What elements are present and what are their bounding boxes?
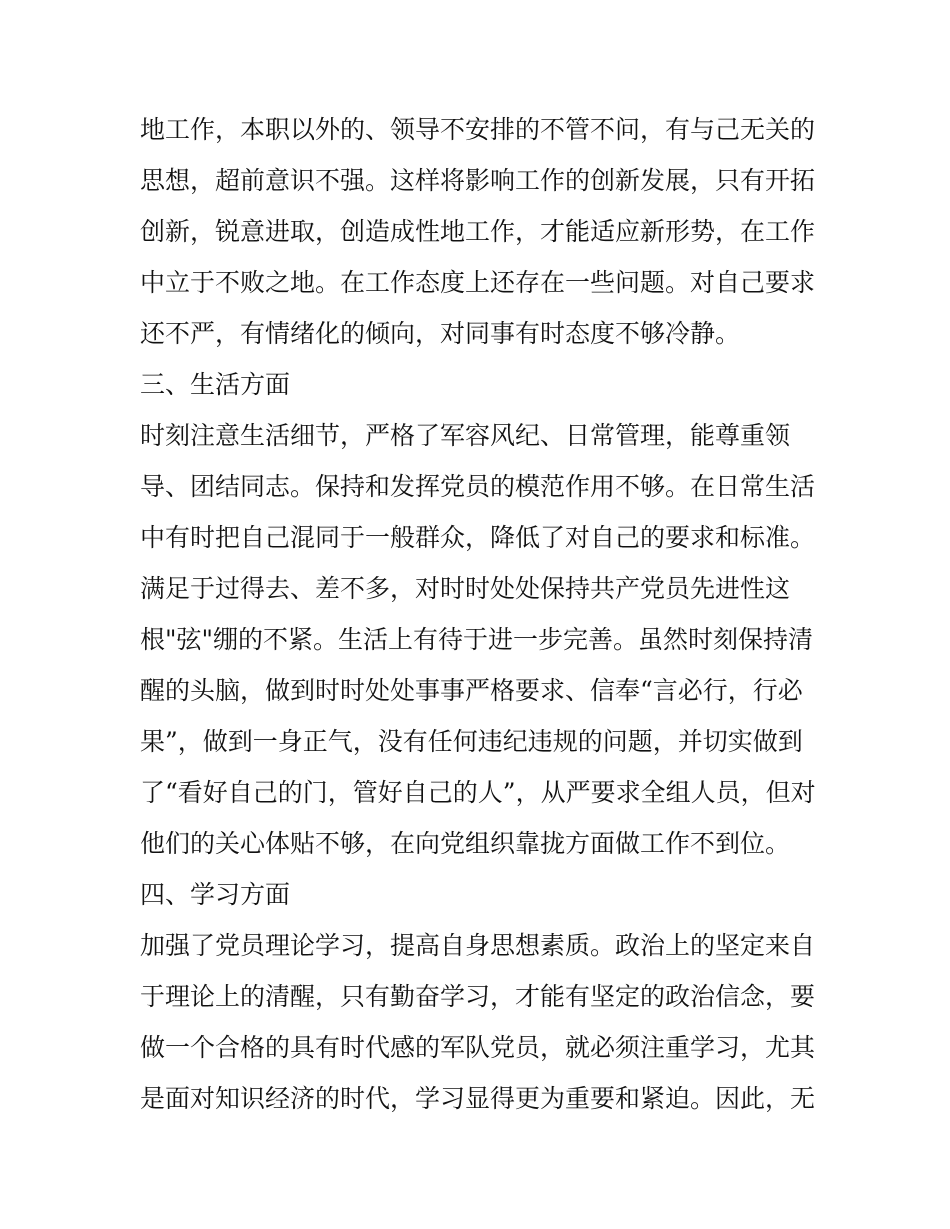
text-line: 于理论上的清醒，只有勤奋学习，才能有坚定的政治信念，要 (140, 982, 816, 1011)
text-line: 思想，超前意识不强。这样将影响工作的创新发展，只有开拓 (140, 166, 816, 195)
body-text (140, 104, 820, 1124)
text-line: 中立于不败之地。在工作态度上还存在一些问题。对自己要求 (140, 268, 816, 297)
section-heading-life: 三、生活方面 (140, 370, 291, 399)
text-line: 果”，做到一身正气，没有任何违纪违规的问题，并切实做到 (140, 727, 803, 756)
text-line: 导、团结同志。保持和发挥党员的模范作用不够。在日常生活 (140, 472, 816, 501)
text-line: 满足于过得去、差不多，对时时处处保持共产党员先进性这 (140, 574, 791, 603)
section-heading-study: 四、学习方面 (140, 880, 291, 909)
text-line: 醒的头脑，做到时时处处事事严格要求、信奉“言必行，行必 (140, 676, 803, 705)
text-line: 地工作，本职以外的、领导不安排的不管不问，有与己无关的 (140, 115, 816, 144)
text-line: 他们的关心体贴不够，在向党组织靠拢方面做工作不到位。 (140, 829, 791, 858)
text-line: 了“看好自己的门，管好自己的人”，从严要求全组人员，但对 (140, 778, 816, 807)
text-line: 是面对知识经济的时代，学习显得更为重要和紧迫。因此，无 (140, 1084, 816, 1113)
text-line: 根"弦"绷的不紧。生活上有待于进一步完善。虽然时刻保持清 (140, 625, 814, 654)
text-line: 还不严，有情绪化的倾向，对同事有时态度不够冷静。 (140, 319, 741, 348)
text-line: 中有时把自己混同于一般群众，降低了对自己的要求和标准。 (140, 523, 816, 552)
text-line: 加强了党员理论学习，提高自身思想素质。政治上的坚定来自 (140, 931, 816, 960)
text-line: 做一个合格的具有时代感的军队党员，就必须注重学习，尤其 (140, 1033, 816, 1062)
text-line: 创新，锐意进取，创造成性地工作，才能适应新形势，在工作 (140, 217, 816, 246)
text-line: 时刻注意生活细节，严格了军容风纪、日常管理，能尊重领 (140, 421, 791, 450)
